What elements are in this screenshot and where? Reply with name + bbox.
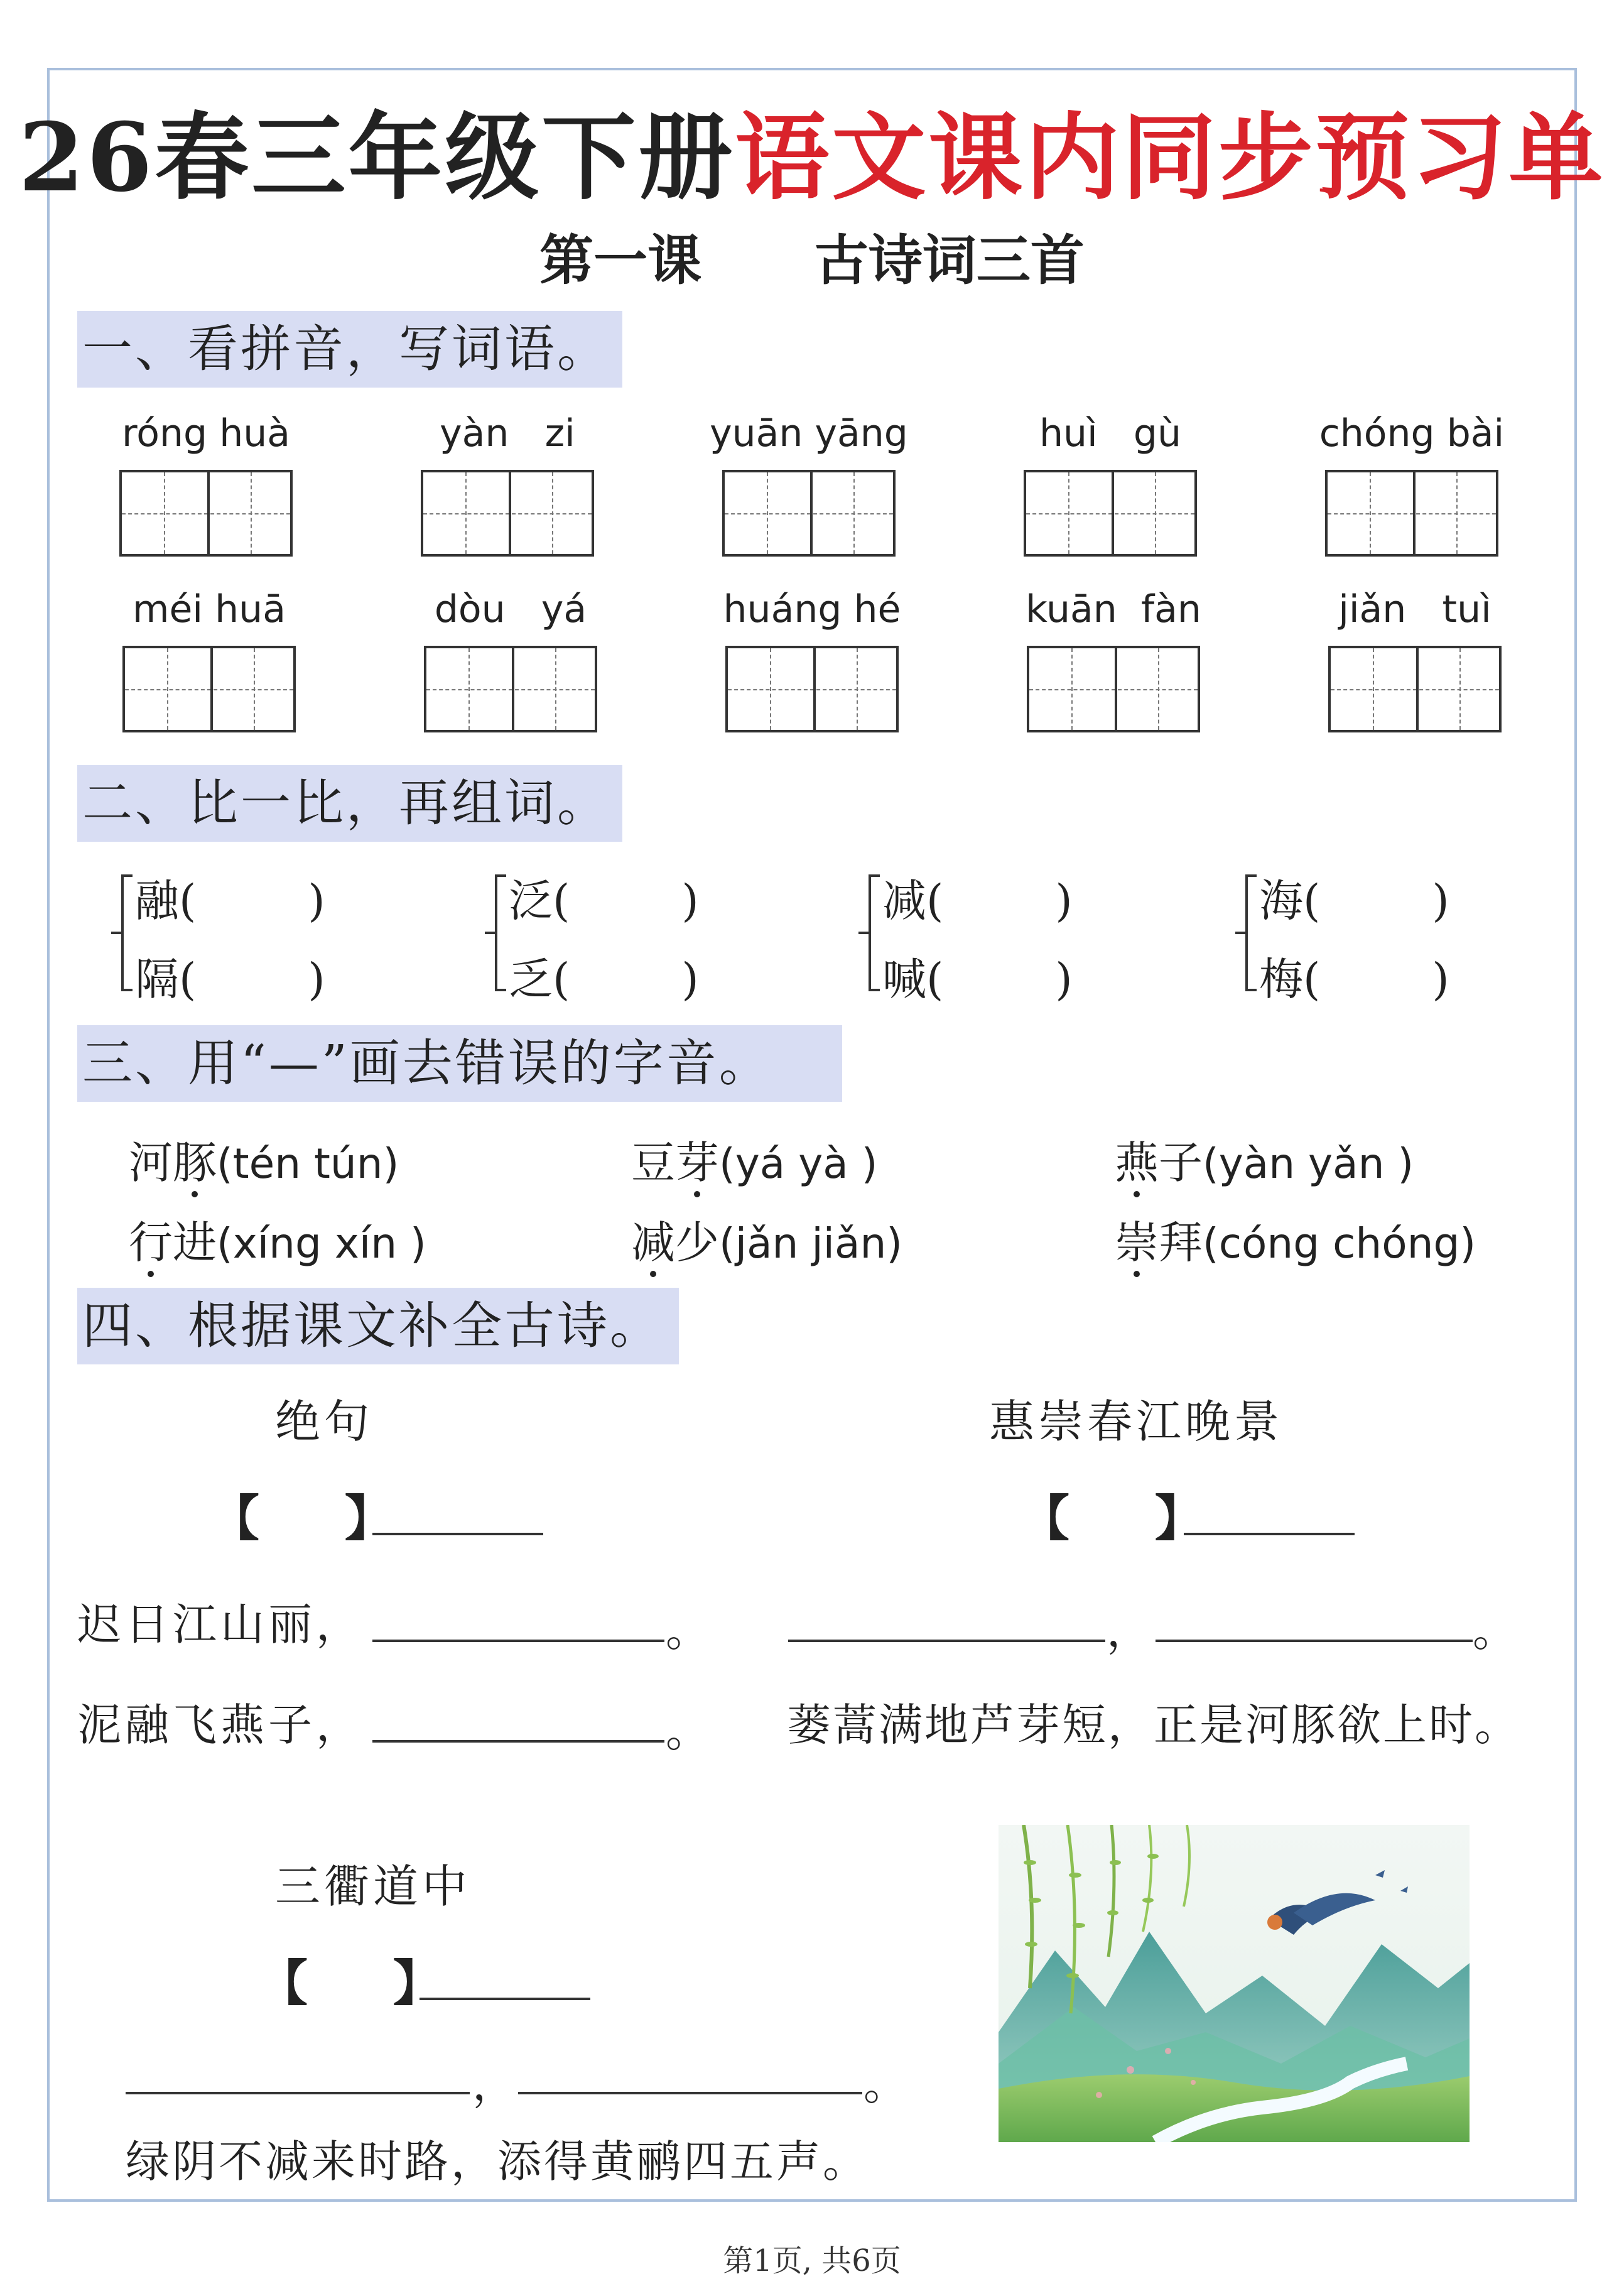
page-footer: 第1页, 共6页 xyxy=(723,2243,901,2278)
poem-3-author-blank[interactable] xyxy=(420,1998,590,2000)
poem-3-blank-2[interactable] xyxy=(518,2092,862,2094)
writing-grid[interactable] xyxy=(122,646,296,732)
char-1: 燕 xyxy=(1115,1128,1159,1191)
poem-1-line-1: 迟日江山丽， xyxy=(77,1599,364,1650)
char-1: 河 xyxy=(129,1137,173,1189)
writing-grid[interactable] xyxy=(421,470,594,557)
pinyin-options: (tén tún) xyxy=(217,1140,399,1188)
pinyin-pinyin_row2-0: méi huā xyxy=(133,587,286,631)
char-1: 豆 xyxy=(631,1137,675,1189)
char-2: 少 xyxy=(675,1217,719,1268)
writing-grid[interactable] xyxy=(119,470,293,557)
pinyin-options: (jǎn jiǎn) xyxy=(719,1219,903,1268)
compare-bottom-0[interactable]: 隔( ) xyxy=(135,954,325,1005)
writing-grid[interactable] xyxy=(725,646,899,732)
poem-2-author-blank[interactable] xyxy=(1184,1533,1355,1535)
compare-top-3[interactable]: 海( ) xyxy=(1259,875,1449,927)
spring-landscape-illustration xyxy=(999,1825,1470,2142)
brace-icon xyxy=(856,873,881,993)
pinyin-pinyin_row2-1: dòu yá xyxy=(434,587,587,631)
char-2: 芽 xyxy=(675,1128,719,1191)
poem-2-comma: ， xyxy=(1107,1605,1150,1657)
pinyin-options: (xíng xín ) xyxy=(217,1219,426,1268)
pinyin-options: (yàn yǎn ) xyxy=(1203,1140,1414,1188)
char-1: 行 xyxy=(129,1207,173,1271)
char-1: 崇 xyxy=(1115,1207,1159,1271)
pronunciation-item-0[interactable] xyxy=(129,1128,399,1191)
poem-1-period-1: 。 xyxy=(666,1605,710,1657)
poem-3-blank-1[interactable] xyxy=(126,2092,470,2094)
brace-icon xyxy=(1233,873,1258,993)
compare-top-0[interactable]: 融( ) xyxy=(135,875,325,927)
compare-top-2[interactable]: 减( ) xyxy=(882,875,1073,927)
poem-3-line-2: 绿阴不减来时路，添得黄鹂四五声。 xyxy=(126,2136,869,2187)
poem-2-line-2: 蒌蒿满地芦芽短，正是河豚欲上时。 xyxy=(787,1699,1520,1751)
poem-3-author-bracket: 【 】 xyxy=(259,1955,442,2012)
poem-1-author-bracket: 【 】 xyxy=(210,1490,394,1547)
writing-grid[interactable] xyxy=(1027,646,1200,732)
pronunciation-item-3[interactable] xyxy=(129,1207,426,1271)
poem-3-title: 三衢道中 xyxy=(275,1860,472,1913)
pinyin-options: (cóng chóng) xyxy=(1203,1219,1476,1268)
title-red: 语文课内同步预习单 xyxy=(735,102,1606,213)
page-title xyxy=(0,82,1624,217)
section-2-heading: 二、比一比，再组词。 xyxy=(77,765,622,842)
pinyin-pinyin_row1-4: chóng bài xyxy=(1319,411,1505,455)
poem-2-blank-2[interactable] xyxy=(1156,1640,1473,1642)
pinyin-pinyin_row1-0: róng huà xyxy=(121,411,291,455)
title-black: 26春三年级下册 xyxy=(18,102,735,213)
char-2: 拜 xyxy=(1159,1217,1203,1268)
pinyin-pinyin_row1-1: yàn zi xyxy=(440,411,575,455)
poem-1-blank-2[interactable] xyxy=(372,1740,664,1743)
pinyin-pinyin_row2-2: huáng hé xyxy=(723,587,901,631)
pronunciation-item-2[interactable] xyxy=(1115,1128,1414,1191)
section-4-heading: 四、根据课文补全古诗。 xyxy=(77,1288,679,1364)
pronunciation-item-1[interactable] xyxy=(631,1128,877,1191)
compare-bottom-1[interactable]: 乏( ) xyxy=(509,954,699,1005)
writing-grid[interactable] xyxy=(1328,646,1502,732)
char-2: 豚 xyxy=(173,1128,217,1191)
compare-top-1[interactable]: 泛( ) xyxy=(509,875,699,927)
poem-2-blank-1[interactable] xyxy=(788,1640,1105,1642)
pinyin-pinyin_row2-3: kuān fàn xyxy=(1026,587,1201,631)
writing-grid[interactable] xyxy=(1325,470,1498,557)
char-2: 进 xyxy=(173,1217,217,1268)
pinyin-pinyin_row1-3: huì gù xyxy=(1039,411,1182,455)
section-1-heading: 一、看拼音，写词语。 xyxy=(77,311,622,388)
compare-bottom-3[interactable]: 梅( ) xyxy=(1259,954,1449,1005)
poem-1-title: 绝句 xyxy=(275,1395,374,1448)
char-2: 子 xyxy=(1159,1137,1203,1189)
brace-icon xyxy=(482,873,507,993)
poem-1-period-2: 。 xyxy=(666,1706,710,1757)
writing-grid[interactable] xyxy=(424,646,597,732)
poem-1-author-blank[interactable] xyxy=(372,1533,543,1535)
writing-grid[interactable] xyxy=(722,470,896,557)
brace-icon xyxy=(109,873,134,993)
poem-2-period-1: 。 xyxy=(1473,1605,1517,1657)
pinyin-pinyin_row2-4: jiǎn tuì xyxy=(1338,587,1491,631)
pinyin-options: (yá yà ) xyxy=(719,1140,878,1188)
poem-2-author-bracket: 【 】 xyxy=(1020,1490,1204,1547)
compare-bottom-2[interactable]: 喊( ) xyxy=(882,954,1073,1005)
poem-2-title: 惠崇春江晚景 xyxy=(989,1395,1284,1448)
poem-1-line-2: 泥融飞燕子， xyxy=(77,1699,364,1751)
poem-1-blank-1[interactable] xyxy=(372,1640,664,1642)
poem-3-period-1: 。 xyxy=(863,2059,907,2110)
pronunciation-item-5[interactable] xyxy=(1115,1207,1476,1271)
writing-grid[interactable] xyxy=(1024,470,1197,557)
pronunciation-item-4[interactable] xyxy=(631,1207,902,1271)
section-3-heading: 三、用“—”画去错误的字音。 xyxy=(77,1025,842,1102)
pinyin-pinyin_row1-2: yuān yāng xyxy=(710,411,908,455)
lesson-subtitle: 第一课 古诗词三首 xyxy=(539,229,1085,292)
poem-3-comma: ， xyxy=(472,2059,516,2110)
char-1: 减 xyxy=(631,1207,675,1271)
